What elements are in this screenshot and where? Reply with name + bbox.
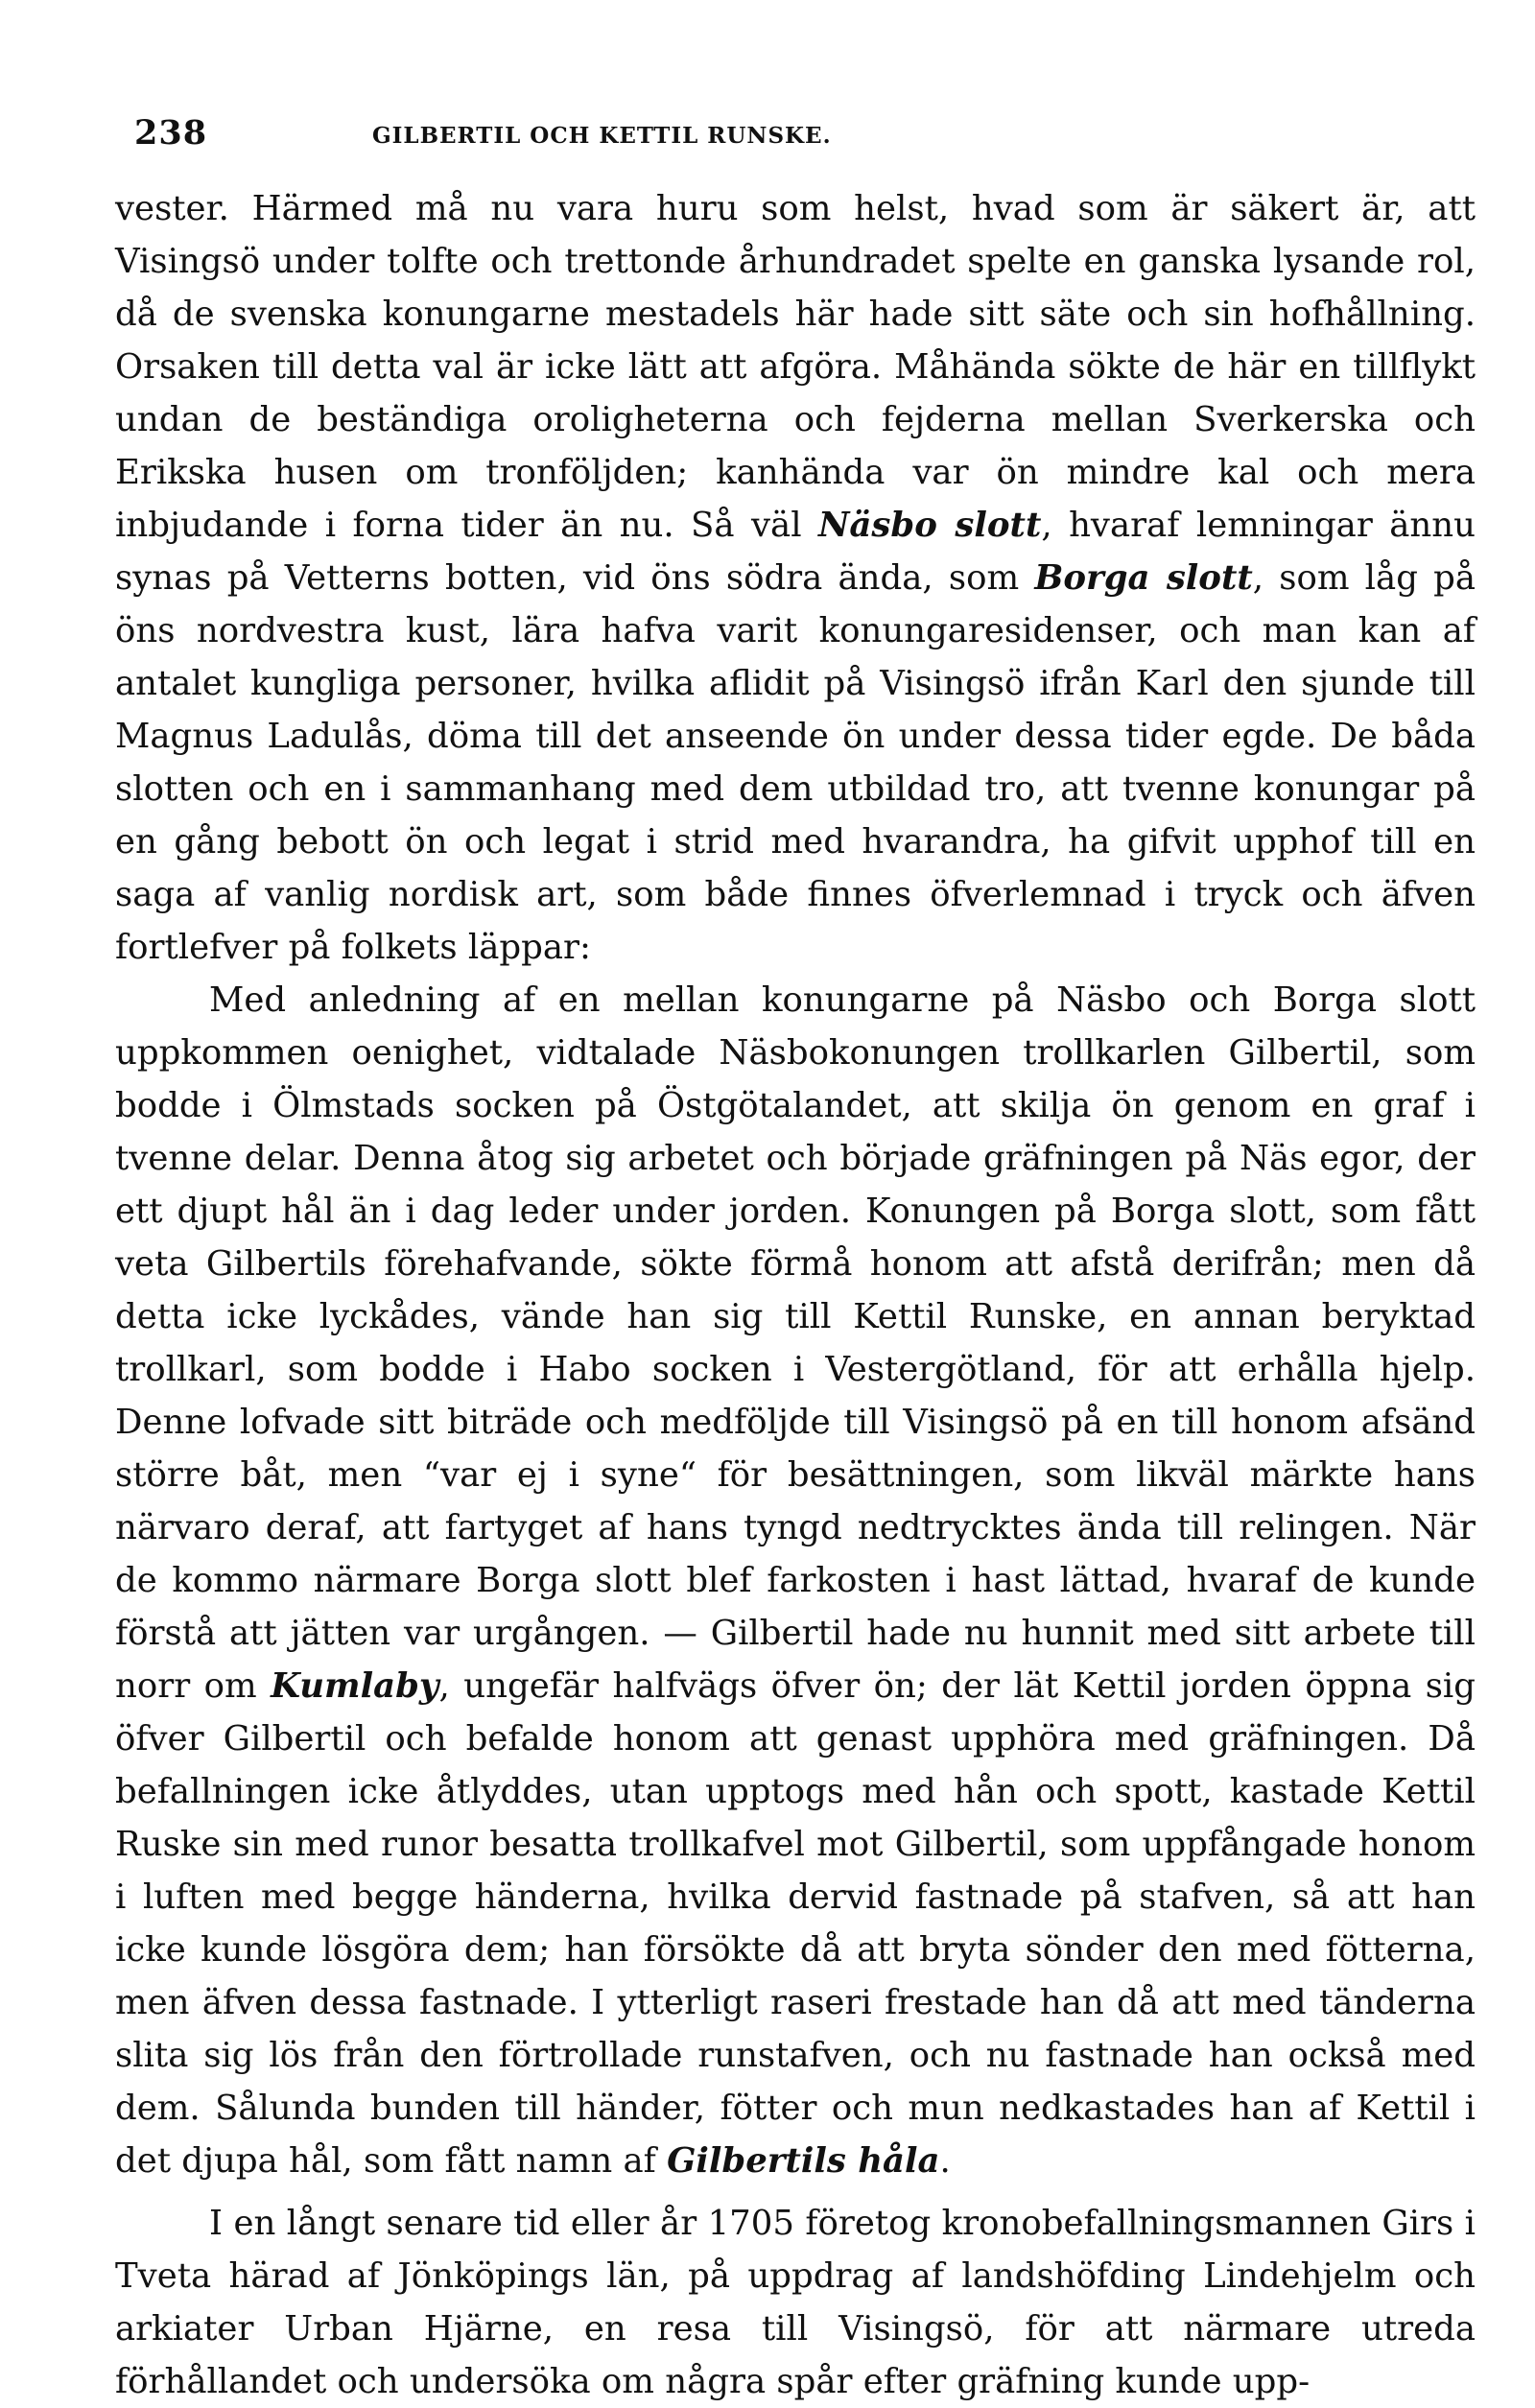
italic-place-name-borga-slott: Borga slott [1034, 558, 1253, 598]
running-head [115, 113, 1476, 171]
text-segment: . [939, 2141, 951, 2181]
paragraph-1 [115, 182, 1476, 974]
text-segment: , som låg på öns nordvestra kust, lära hafva varit konungaresidenser, och man kan af antalet kungliga personer, hvilka aflidit på Visingsö ifrån Karl den sjunde till Magnus Ladulås, döma till det anseende ön under dessa tider egde. De båda slotten och en i sammanhang med dem utbildad tro, att tvenne konungar på en gång bebott ön och legat i strid med hvarandra, ha gifvit upphof till en saga af vanlig nordisk art, som både finnes öfverlemnad i tryck och äfven fortlefver på folkets läppar: [115, 558, 1476, 967]
text-segment: vester. Härmed må nu vara huru som helst, hvad som är säkert är, att Visingsö under tolfte och trettonde århundradet spelte en ganska lysande rol, då de svenska konungarne mestadels här hade sitt säte och sin hofhållning. Orsaken till detta val är icke lätt att afgöra. Måhända sökte de här en tillflykt undan de beständiga oroligheterna och fejderna mellan Sverkerska och Erikska husen om tronföljden; kanhända var ön mindre kal och mera inbjudande i forna tider än nu. Så väl [115, 189, 1476, 545]
page-number: 238 [134, 113, 208, 153]
running-title: GILBERTIL OCH KETTIL RUNSKE. [372, 123, 832, 149]
body-text [115, 182, 1476, 2408]
text-segment: , hvaraf lemningar ännu synas på Vetterns botten, vid öns södra ända, som [115, 506, 1476, 598]
italic-place-name-gilbertils-hala: Gilbertils håla [667, 2141, 940, 2181]
paragraph-2 [115, 974, 1476, 2187]
italic-place-name-nasbo-slott: Näsbo slott [817, 506, 1042, 545]
paragraph-3 [115, 2197, 1476, 2408]
text-segment: I en långt senare tid eller år 1705 företog kronobefallningsmannen Girs i Tveta härad af Jönköpings län, på uppdrag af landshöfding Lindehjelm och arkiater Urban Hjärne, en resa till Visingsö, för att närmare utreda förhållandet och undersöka om några spår efter gräfning kunde upp- [115, 2204, 1476, 2401]
book-page [115, 113, 1476, 2408]
text-segment: Med anledning af en mellan konungarne på Näsbo och Borga slott uppkommen oenighet, vidtalade Näsbokonungen trollkarlen Gilbertil, som bodde i Ölmstads socken på Östgötalandet, att skilja ön genom en graf i tvenne delar. Denna åtog sig arbetet och började gräfningen på Näs egor, der ett djupt hål än i dag leder under jorden. Konungen på Borga slott, som fått veta Gilbertils förehafvande, sökte förmå honom att afstå derifrån; men då detta icke lyckådes, vände han sig till Kettil Runske, en annan beryktad trollkarl, som bodde i Habo socken i Vestergötland, för att erhålla hjelp. Denne lofvade sitt biträde och medföljde till Visingsö på en till honom afsänd större båt, men “var ej i syne“ för besättningen, som likväl märkte hans närvaro deraf, att fartyget af hans tyngd nedtrycktes ända till relingen. När de kommo närmare Borga slott blef farkosten i hast lättad, hvaraf de kunde förstå att jätten var urgången. — Gilbertil hade nu hunnit med sitt arbete till norr om [115, 980, 1476, 1706]
text-segment: , ungefär halfvägs öfver ön; der lät Kettil jorden öppna sig öfver Gilbertil och befalde honom att genast upphöra med gräfningen. Då befallningen icke åtlyddes, utan upptogs med hån och spott, kastade Kettil Ruske sin med runor besatta trollkafvel mot Gilbertil, som uppfångade honom i luften med begge händerna, hvilka dervid fastnade på stafven, så att han icke kunde lösgöra dem; han försökte då att bryta sönder den med fötterna, men äfven dessa fastnade. I ytterligt raseri frestade han då att med tänderna slita sig lös från den förtrollade runstafven, och nu fastnade han också med dem. Sålunda bunden till händer, fötter och mun nedkastades han af Kettil i det djupa hål, som fått namn af [115, 1666, 1476, 2181]
italic-place-name-kumlaby: Kumlaby [271, 1666, 439, 1706]
